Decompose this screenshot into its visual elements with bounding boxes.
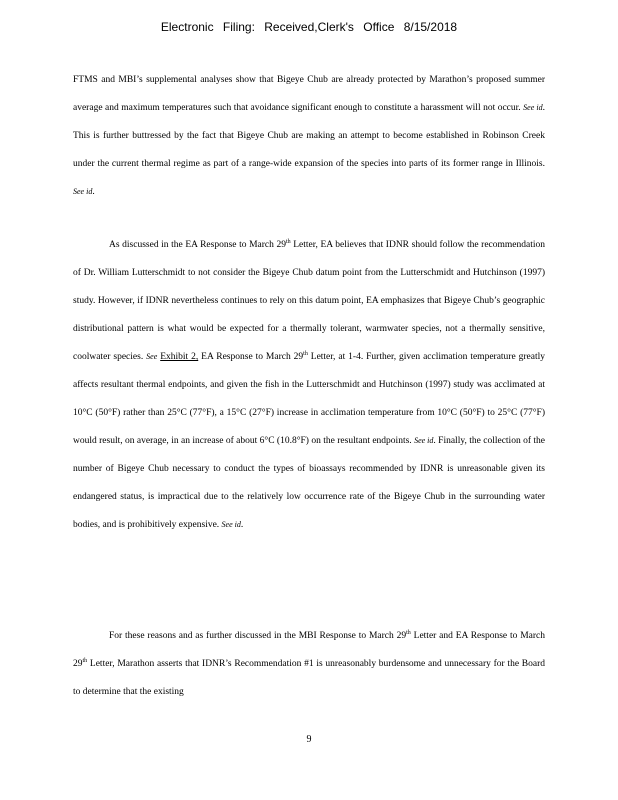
filing-header: Electronic Filing: Received,Clerk's Office 8/15/2018 [160, 20, 458, 34]
ordinal-suffix: th [406, 629, 411, 636]
text-run: . [240, 520, 244, 530]
text-run: Letter, at 1-4. Further, given acclimation temperature greatly affects resultant thermal endpoints, and given the fish in the Lutterschmidt and Hutchinson (1997) study was acclimated at 10°C (50°F) rather than 25°C (77°F), a 15°C (27°F) increase in acclimation temperature from 10°C (50°F) to 25°C (77°F) would result, on average, in an increase of about 6°C (10.8°F) on the resultant endpoints. [73, 352, 545, 446]
text-run: Letter and EA Response to March 29 [73, 631, 545, 669]
citation: See id [523, 103, 543, 112]
text-run: As discussed in the EA Response to March 29 [109, 240, 286, 250]
text-run: Letter, EA believes that IDNR should follow the recommendation of Dr. William Lutterschmidt to not consider the Bigeye Chub datum point from the Lutterschmidt and Hutchinson (1997) study. However, if IDNR nevertheless continues to rely on this datum point, EA emphasizes that Bigeye Chub’s geographic distributional pattern is what would be expected for a thermally tolerant, warmwater species, not a thermally sensitive, coolwater species. [73, 240, 545, 362]
ordinal-suffix: th [303, 350, 308, 357]
ordinal-suffix: th [82, 657, 88, 664]
text-run: . [92, 187, 95, 197]
text-run: FTMS and MBI’s supplemental analyses show that Bigeye Chub are already protected by Marathon’s proposed summer average and maximum temperatures such that avoidance significant enough to constitute a harassment will not occur. [73, 75, 545, 113]
citation: See id [221, 520, 241, 529]
citation: See id [73, 187, 93, 196]
paragraph-3 [73, 622, 545, 706]
paragraph-1 [73, 66, 545, 206]
citation: See id [414, 436, 434, 445]
text-run: . Finally, the collection of the number of Bigeye Chub necessary to conduct the types of bioassays recommended by IDNR is unreasonable given its endangered status, is impractical due to the relatively low occurrence rate of the Bigeye Chub in the surrounding water bodies, and is prohibitively expensive. [73, 436, 545, 530]
text-run: For these reasons and as further discussed in the MBI Response to March 29 [109, 631, 407, 641]
ordinal-suffix: th [285, 238, 291, 245]
text-run: . This is further buttressed by the fact that Bigeye Chub are making an attempt to become established in Robinson Creek under the current thermal regime as part of a range-wide expansion of the species into parts of its former range in Illinois. [73, 103, 545, 169]
page-number: 9 [306, 734, 312, 745]
text-run: Letter, Marathon asserts that IDNR’s Recommendation #1 is unreasonably burdensome and unnecessary for the Board to determine that the existing [73, 659, 545, 697]
paragraph-2 [73, 231, 545, 539]
exhibit-reference: Exhibit 2, [160, 352, 199, 362]
citation: See [146, 352, 158, 361]
text-run: EA Response to March 29 [198, 352, 304, 362]
